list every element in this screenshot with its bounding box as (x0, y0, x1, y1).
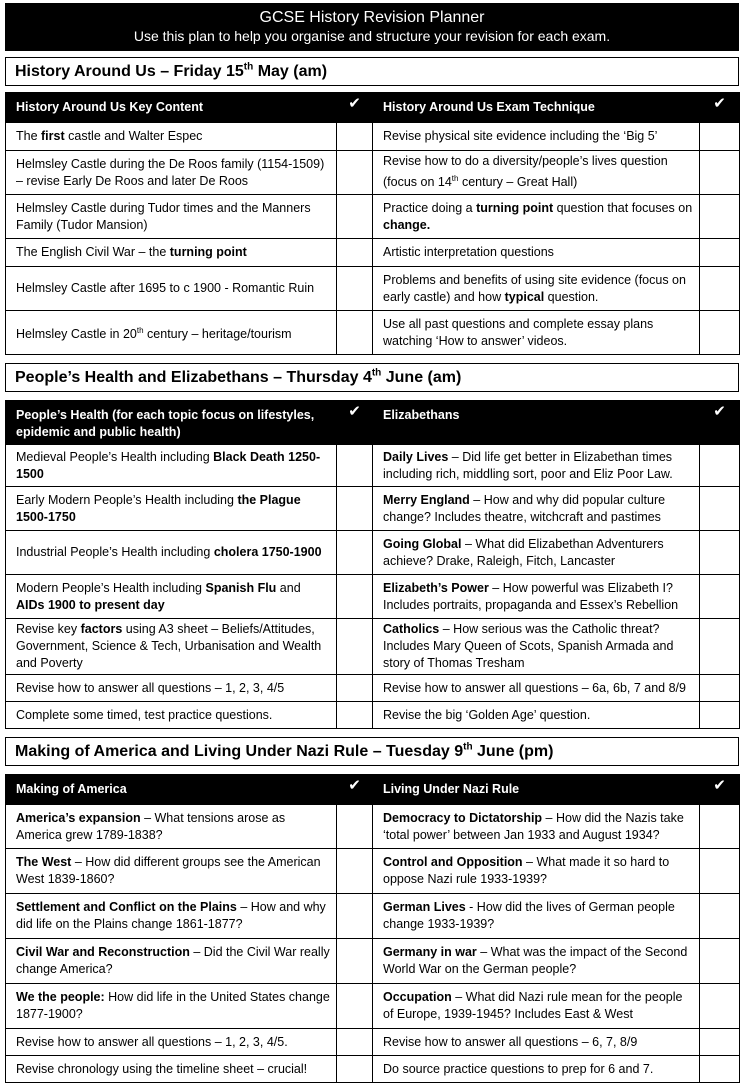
right-topic-cell (373, 702, 700, 729)
left-topic-cell (6, 487, 337, 531)
text-run: – Did life get better in Elizabethan times including rich, middling sort, poor and Eliz Poor Law. (383, 449, 673, 481)
bold-text: We the people: (16, 990, 105, 1004)
text-run: Revise how to do a diversity/people’s lives question (focus on 14 (383, 154, 668, 190)
table-row (6, 531, 740, 575)
right-column-heading: History Around Us Exam Technique (373, 93, 700, 123)
left-checkbox[interactable] (337, 267, 373, 311)
text-run: and (276, 580, 301, 595)
right-checkbox[interactable] (700, 123, 740, 151)
text-run: – What did Nazi rule mean for the people of Europe, 1939-1945? Includes East & West (383, 990, 683, 1021)
bold-text: Going Global (383, 536, 462, 551)
bold-text: first (41, 129, 65, 143)
table-row (6, 849, 740, 894)
left-checkbox[interactable] (337, 195, 373, 239)
text-run: Practice doing a (383, 200, 477, 215)
text-run: question that focuses on (553, 200, 693, 215)
right-checkbox[interactable] (700, 1029, 740, 1056)
section-spacer (5, 766, 739, 774)
text-run: Helmsley Castle after 1695 to c 1900 - Romantic Ruin (16, 281, 315, 295)
text-run: – What did Elizabethan Adventurers achieve? Drake, Raleigh, Fitch, Lancaster (383, 536, 664, 568)
planner-header (5, 3, 739, 51)
text-run: Revise the big ‘Golden Age’ question. (383, 707, 591, 722)
text-run: How did life in the United States change 1877-1900? (16, 990, 330, 1021)
bold-text: Black Death 1250-1500 (16, 449, 321, 481)
left-checkbox[interactable] (337, 939, 373, 984)
right-topic-cell (373, 619, 700, 675)
table-row (6, 487, 740, 531)
bold-text: The West (16, 855, 72, 869)
right-checkbox[interactable] (700, 531, 740, 575)
table-row (6, 123, 740, 151)
right-topic-cell (373, 805, 700, 849)
bold-text: factors (80, 622, 123, 636)
bold-text: Civil War and Reconstruction (16, 945, 190, 959)
check-heading-icon: ✔ (337, 93, 373, 123)
left-checkbox[interactable] (337, 1056, 373, 1083)
text-run: – How did different groups see the American West 1839-1860? (16, 855, 321, 886)
section-spacer (5, 392, 739, 400)
right-topic-cell (373, 445, 700, 487)
superscript: th (136, 325, 144, 335)
right-checkbox[interactable] (700, 984, 740, 1029)
bold-text: Merry England (383, 492, 470, 507)
bold-text: turning point (476, 200, 554, 215)
left-checkbox[interactable] (337, 531, 373, 575)
table-header-row (6, 775, 740, 805)
left-checkbox[interactable] (337, 151, 373, 195)
text-run: – What made it so hard to oppose Nazi rule 1933-1939? (383, 855, 670, 886)
section-table (5, 92, 740, 355)
table-row (6, 267, 740, 311)
left-topic-cell (6, 894, 337, 939)
right-topic-cell (373, 195, 700, 239)
text-run: Early Modern People’s Health including (16, 492, 238, 507)
section-table (5, 774, 740, 1083)
right-checkbox[interactable] (700, 151, 740, 195)
right-topic-cell (373, 531, 700, 575)
table-row (6, 1056, 740, 1083)
table-row (6, 575, 740, 619)
text-run: – How powerful was Elizabeth I? Includes portraits, propaganda and Essex’s Rebellion (383, 580, 679, 612)
bold-text: Occupation (383, 990, 452, 1004)
section-title (5, 737, 739, 766)
text-run: Complete some timed, test practice questions. (16, 707, 273, 722)
table-row (6, 1029, 740, 1056)
text-run: Helmsley Castle during the De Roos family (1154-1509) – revise Early De Roos and later De Roos (16, 156, 325, 188)
text-run: Revise physical site evidence including the ‘Big 5’ (383, 129, 658, 143)
left-topic-cell (6, 151, 337, 195)
bold-text: Daily Lives (383, 449, 449, 464)
table-row (6, 151, 740, 195)
left-topic-cell (6, 849, 337, 894)
right-topic-cell (373, 939, 700, 984)
text-run: – How did the Nazis take ‘total power’ between Jan 1933 and August 1934? (383, 810, 684, 842)
table-row (6, 675, 740, 702)
section-title-text: Making of America and Living Under Nazi Rule – Tuesday 9 (15, 743, 464, 760)
text-run: – What was the impact of the Second World War on the German people? (383, 945, 688, 976)
left-column-heading: Making of America (6, 775, 337, 805)
left-checkbox[interactable] (337, 123, 373, 151)
left-topic-cell (6, 939, 337, 984)
right-topic-cell (373, 311, 700, 355)
right-checkbox[interactable] (700, 894, 740, 939)
right-topic-cell (373, 675, 700, 702)
check-heading-icon: ✔ (700, 93, 740, 123)
bold-text: Elizabeth’s Power (383, 580, 489, 595)
right-checkbox[interactable] (700, 445, 740, 487)
bold-text: cholera 1750-1900 (213, 545, 322, 559)
table-row (6, 894, 740, 939)
left-topic-cell (6, 575, 337, 619)
text-run: – How and why did life on the Plains change 1861-1877? (16, 900, 326, 931)
revision-planner (5, 3, 739, 1083)
left-checkbox[interactable] (337, 487, 373, 531)
left-checkbox[interactable] (337, 805, 373, 849)
bold-text: turning point (169, 245, 247, 259)
table-row (6, 311, 740, 355)
text-run: Medieval People’s Health including (16, 449, 214, 464)
text-run: Use all past questions and complete essay plans watching ‘How to answer’ videos. (383, 316, 654, 348)
section-table (5, 400, 740, 729)
right-topic-cell (373, 487, 700, 531)
left-topic-cell (6, 805, 337, 849)
section-title-superscript: th (243, 61, 254, 73)
right-topic-cell (373, 151, 700, 195)
left-checkbox[interactable] (337, 849, 373, 894)
sections (5, 51, 739, 1083)
bold-text: Germany in war (383, 945, 477, 959)
bold-text: German Lives (383, 900, 466, 914)
right-checkbox[interactable] (700, 575, 740, 619)
planner-title: GCSE History Revision Planner (259, 9, 485, 26)
text-run: - How did the lives of German people change 1933-1939? (383, 900, 675, 931)
bold-text: Settlement and Conflict on the Plains (16, 900, 237, 914)
section-title-text: People’s Health and Elizabethans – Thursday 4 (15, 369, 372, 386)
text-run: Revise chronology using the timeline sheet – crucial! (16, 1061, 308, 1076)
table-row (6, 702, 740, 729)
text-run: castle and Walter Espec (64, 129, 203, 143)
text-run: question. (544, 289, 599, 304)
left-topic-cell (6, 675, 337, 702)
right-topic-cell (373, 1056, 700, 1083)
bold-text: Catholics (383, 622, 440, 636)
text-run: Artistic interpretation questions (383, 245, 554, 259)
table-row (6, 939, 740, 984)
section-spacer (5, 729, 739, 737)
left-topic-cell (6, 445, 337, 487)
section-title (5, 363, 739, 392)
left-column-heading: History Around Us Key Content (6, 93, 337, 123)
text-run: – Did the Civil War really change America? (16, 945, 330, 976)
left-checkbox[interactable] (337, 311, 373, 355)
table-row (6, 195, 740, 239)
right-topic-cell (373, 123, 700, 151)
check-heading-icon: ✔ (337, 401, 373, 445)
section-title-superscript: th (371, 367, 382, 379)
left-topic-cell (6, 619, 337, 675)
text-run: Revise how to answer all questions – 6a, 6b, 7 and 8/9 (383, 680, 686, 695)
text-run: Problems and benefits of using site evidence (focus on early castle) and how (383, 272, 686, 304)
section-title-text-end: May (am) (253, 63, 328, 80)
bold-text: Control and Opposition (383, 855, 523, 869)
right-topic-cell (373, 267, 700, 311)
left-topic-cell (6, 1056, 337, 1083)
right-topic-cell (373, 1029, 700, 1056)
check-heading-icon: ✔ (700, 775, 740, 805)
left-topic-cell (6, 195, 337, 239)
section-title-text-end: June (am) (381, 369, 462, 386)
planner-subtitle: Use this plan to help you organise and structure your revision for each exam. (133, 28, 611, 44)
text-run: using A3 sheet – Beliefs/Attitudes, Government, Science & Tech, Urbanisation and Wealth and Poverty (16, 622, 322, 670)
right-checkbox[interactable] (700, 487, 740, 531)
left-checkbox[interactable] (337, 1029, 373, 1056)
table-header-row (6, 93, 740, 123)
left-topic-cell (6, 311, 337, 355)
text-run: Helmsley Castle in 20 (16, 327, 137, 342)
left-checkbox[interactable] (337, 445, 373, 487)
text-run: Revise how to answer all questions – 1, 2, 3, 4/5 (16, 680, 285, 695)
left-checkbox[interactable] (337, 675, 373, 702)
left-column-heading: People’s Health (for each topic focus on lifestyles, epidemic and public health) (6, 401, 337, 445)
right-checkbox[interactable] (700, 267, 740, 311)
section-title (5, 57, 739, 86)
text-run: century – heritage/tourism (143, 327, 292, 342)
text-run: century – Great Hall) (458, 175, 578, 190)
text-run: Revise how to answer all questions – 6, 7, 8/9 (383, 1034, 638, 1049)
left-topic-cell (6, 984, 337, 1029)
right-checkbox[interactable] (700, 311, 740, 355)
bold-text: the Plague 1500-1750 (16, 492, 301, 524)
text-run: Industrial People’s Health including (16, 545, 214, 559)
left-checkbox[interactable] (337, 702, 373, 729)
text-run: The (16, 129, 42, 143)
text-run: Revise key (16, 622, 81, 636)
bold-text: AIDs 1900 to present day (16, 597, 165, 612)
right-topic-cell (373, 894, 700, 939)
left-checkbox[interactable] (337, 239, 373, 267)
table-row (6, 619, 740, 675)
section-title-text-end: June (pm) (472, 743, 554, 760)
left-checkbox[interactable] (337, 984, 373, 1029)
table-header-row (6, 401, 740, 445)
right-column-heading: Elizabethans (373, 401, 700, 445)
left-topic-cell (6, 531, 337, 575)
right-checkbox[interactable] (700, 805, 740, 849)
left-checkbox[interactable] (337, 894, 373, 939)
right-topic-cell (373, 575, 700, 619)
right-topic-cell (373, 239, 700, 267)
section-spacer (5, 355, 739, 363)
right-topic-cell (373, 849, 700, 894)
text-run: – How serious was the Catholic threat? Includes Mary Queen of Scots, Spanish Armada and story of Thomas Tresham (383, 622, 674, 670)
left-topic-cell (6, 702, 337, 729)
left-topic-cell (6, 1029, 337, 1056)
text-run: – What tensions arose as America grew 1789-1838? (16, 810, 286, 842)
text-run: Helmsley Castle during Tudor times and the Manners Family (Tudor Mansion) (16, 200, 311, 232)
superscript: th (451, 174, 459, 184)
text-run: Do source practice questions to prep for 6 and 7. (383, 1061, 654, 1076)
table-row (6, 984, 740, 1029)
left-topic-cell (6, 239, 337, 267)
table-row (6, 445, 740, 487)
bold-text: Spanish Flu (205, 580, 277, 595)
right-checkbox[interactable] (700, 239, 740, 267)
right-checkbox[interactable] (700, 195, 740, 239)
left-checkbox[interactable] (337, 619, 373, 675)
bold-text: Democracy to Dictatorship (383, 810, 543, 825)
right-checkbox[interactable] (700, 619, 740, 675)
right-checkbox[interactable] (700, 939, 740, 984)
check-heading-icon: ✔ (337, 775, 373, 805)
bold-text: change. (383, 217, 431, 232)
left-topic-cell (6, 123, 337, 151)
right-checkbox[interactable] (700, 675, 740, 702)
left-checkbox[interactable] (337, 575, 373, 619)
bold-text: America’s expansion (16, 810, 141, 825)
bold-text: typical (504, 289, 545, 304)
right-column-heading: Living Under Nazi Rule (373, 775, 700, 805)
right-checkbox[interactable] (700, 1056, 740, 1083)
right-topic-cell (373, 984, 700, 1029)
text-run: Revise how to answer all questions – 1, 2, 3, 4/5. (16, 1034, 288, 1049)
right-checkbox[interactable] (700, 849, 740, 894)
text-run: Modern People’s Health including (16, 580, 206, 595)
left-topic-cell (6, 267, 337, 311)
table-row (6, 805, 740, 849)
right-checkbox[interactable] (700, 702, 740, 729)
section-title-superscript: th (463, 741, 473, 753)
text-run: – How and why did popular culture change? Includes theatre, witchcraft and pastimes (383, 492, 666, 524)
section-title-text: History Around Us – Friday 15 (15, 63, 244, 80)
table-row (6, 239, 740, 267)
text-run: The English Civil War – the (16, 245, 170, 259)
check-heading-icon: ✔ (700, 401, 740, 445)
